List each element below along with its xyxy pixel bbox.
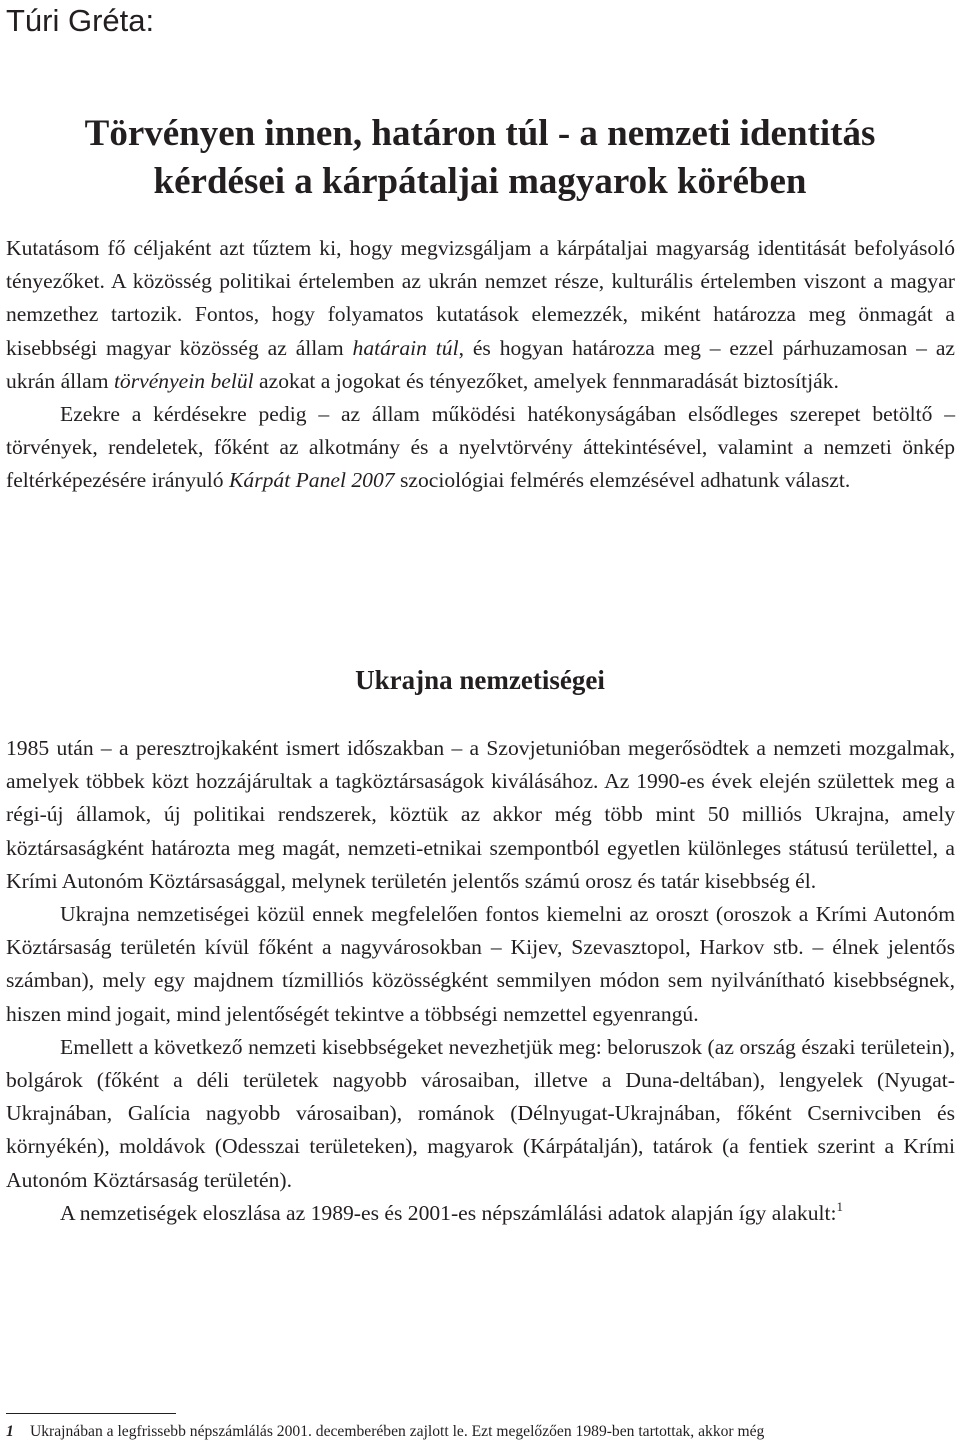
article-title — [0, 110, 960, 206]
section-heading: Ukrajna nemzetiségei — [355, 665, 605, 695]
footnote-divider — [6, 1413, 176, 1414]
intro-p2-text-1: Ezekre a kérdésekre pedig – az állam működési hatékonyságában elsődleges szerepet betöltő – törvények, rendeletek, főként az alkotmány és a nyelvtörvény áttekintésével, valamint a nemzeti önkép feltérképezésére irányuló — [6, 402, 955, 493]
intro-p2-text-2: szociológiai felmérés elemzésével adhatunk választ. — [394, 468, 851, 493]
intro-paragraph-1 — [6, 232, 955, 398]
article-title-line-1: Törvényen innen, határon túl - a nemzeti identitás — [84, 113, 876, 154]
section-body — [6, 732, 955, 1230]
intro-section — [6, 232, 955, 498]
section-paragraph-4 — [6, 1197, 955, 1230]
intro-p1-emphasis-2: törvényein belül — [113, 368, 254, 393]
footnote-text: Ukrajnában a legfrissebb népszámlálás 2001. decemberében zajlott le. Ezt megelőzően 1989-ben tartottak, akkor még — [30, 1423, 765, 1440]
intro-p1-text-2: , és hogyan határozza meg – ezzel párhuzamosan – az ukrán állam — [6, 335, 955, 393]
section-paragraph-1: 1985 után – a peresztrojkaként ismert időszakban – a Szovjetunióban megerősödtek a nemzeti mozgalmak, amelyek többek közt hozzájárultak a tagköztársaságok kiválásához. Az 1990-es évek elején születtek meg a régi-új államok, új politikai rendszerek, köztük az akkor még több mint 50 milliós Ukrajna, amely köztársaságként határozta meg magát, nemzeti-etnikai szempontból egyetlen különleges státusú területtel, a Krími Autonóm Köztársasággal, melynek területén jelentős számú orosz és tatár kisebbség él. — [6, 736, 955, 893]
intro-p2-emphasis-1: Kárpát Panel 2007 — [229, 468, 395, 493]
author-name: Túri Gréta: — [6, 3, 155, 38]
section-p4-text: A nemzetiségek eloszlása az 1989-es és 2001-es népszámlálási adatok alapján így alakult: — [60, 1200, 837, 1225]
section-paragraph-3: Emellett a következő nemzeti kisebbségeket nevezhetjük meg: beloruszok (az ország északi területein), bolgárok (főként a déli területek nagyobb városaiban, illetve a Duna-deltában), lengyelek (Nyugat-Ukrajnában, Galícia nagyobb városaiban), románok (Délnyugat-Ukrajnában, főként Csernivciben és környékén), moldávok (Odesszai területeken), magyarok (Kárpátalján), tatárok (a fentiek szerint a Krími Autonóm Köztársaság területén). — [6, 1034, 955, 1192]
intro-paragraph-2 — [6, 398, 955, 498]
section-paragraph-2: Ukrajna nemzetiségei közül ennek megfelelően fontos kiemelni az oroszt (oroszok a Krími Autonóm Köztársaság területén kívül főként a nagyvárosokban – Kijev, Szevasztopol, Harkov stb. – élnek jelentős számban), mely egy majdnem tízmilliós közösségként semmilyen módon sem nyilvánítható kisebbségnek, hiszen mind jogait, mind jelentőségét tekintve a többségi nemzettel egyenrangú. — [6, 902, 955, 1026]
footnote-reference[interactable]: 1 — [836, 1198, 843, 1214]
intro-p1-text-3: azokat a jogokat és tényezőket, amelyek fennmaradását biztosítják. — [253, 368, 839, 393]
article-title-line-2: kérdései a kárpátaljai magyarok körében — [153, 161, 807, 202]
intro-p1-text-1: Kutatásom fő céljaként azt tűztem ki, hogy megvizsgáljam a kárpátaljai magyarság identitását befolyásoló tényezőket. A közösség politikai értelemben az ukrán nemzet része, kulturális értelemben viszont a magyar nemzethez tartozik. Fontos, hogy folyamatos kutatások elemezzék, miként határozza meg önmagát a kisebbségi magyar közösség az állam — [6, 236, 955, 360]
intro-p1-emphasis-1: határain túl — [352, 335, 459, 360]
footnote — [6, 1422, 960, 1442]
footnote-number: 1 — [6, 1423, 14, 1440]
